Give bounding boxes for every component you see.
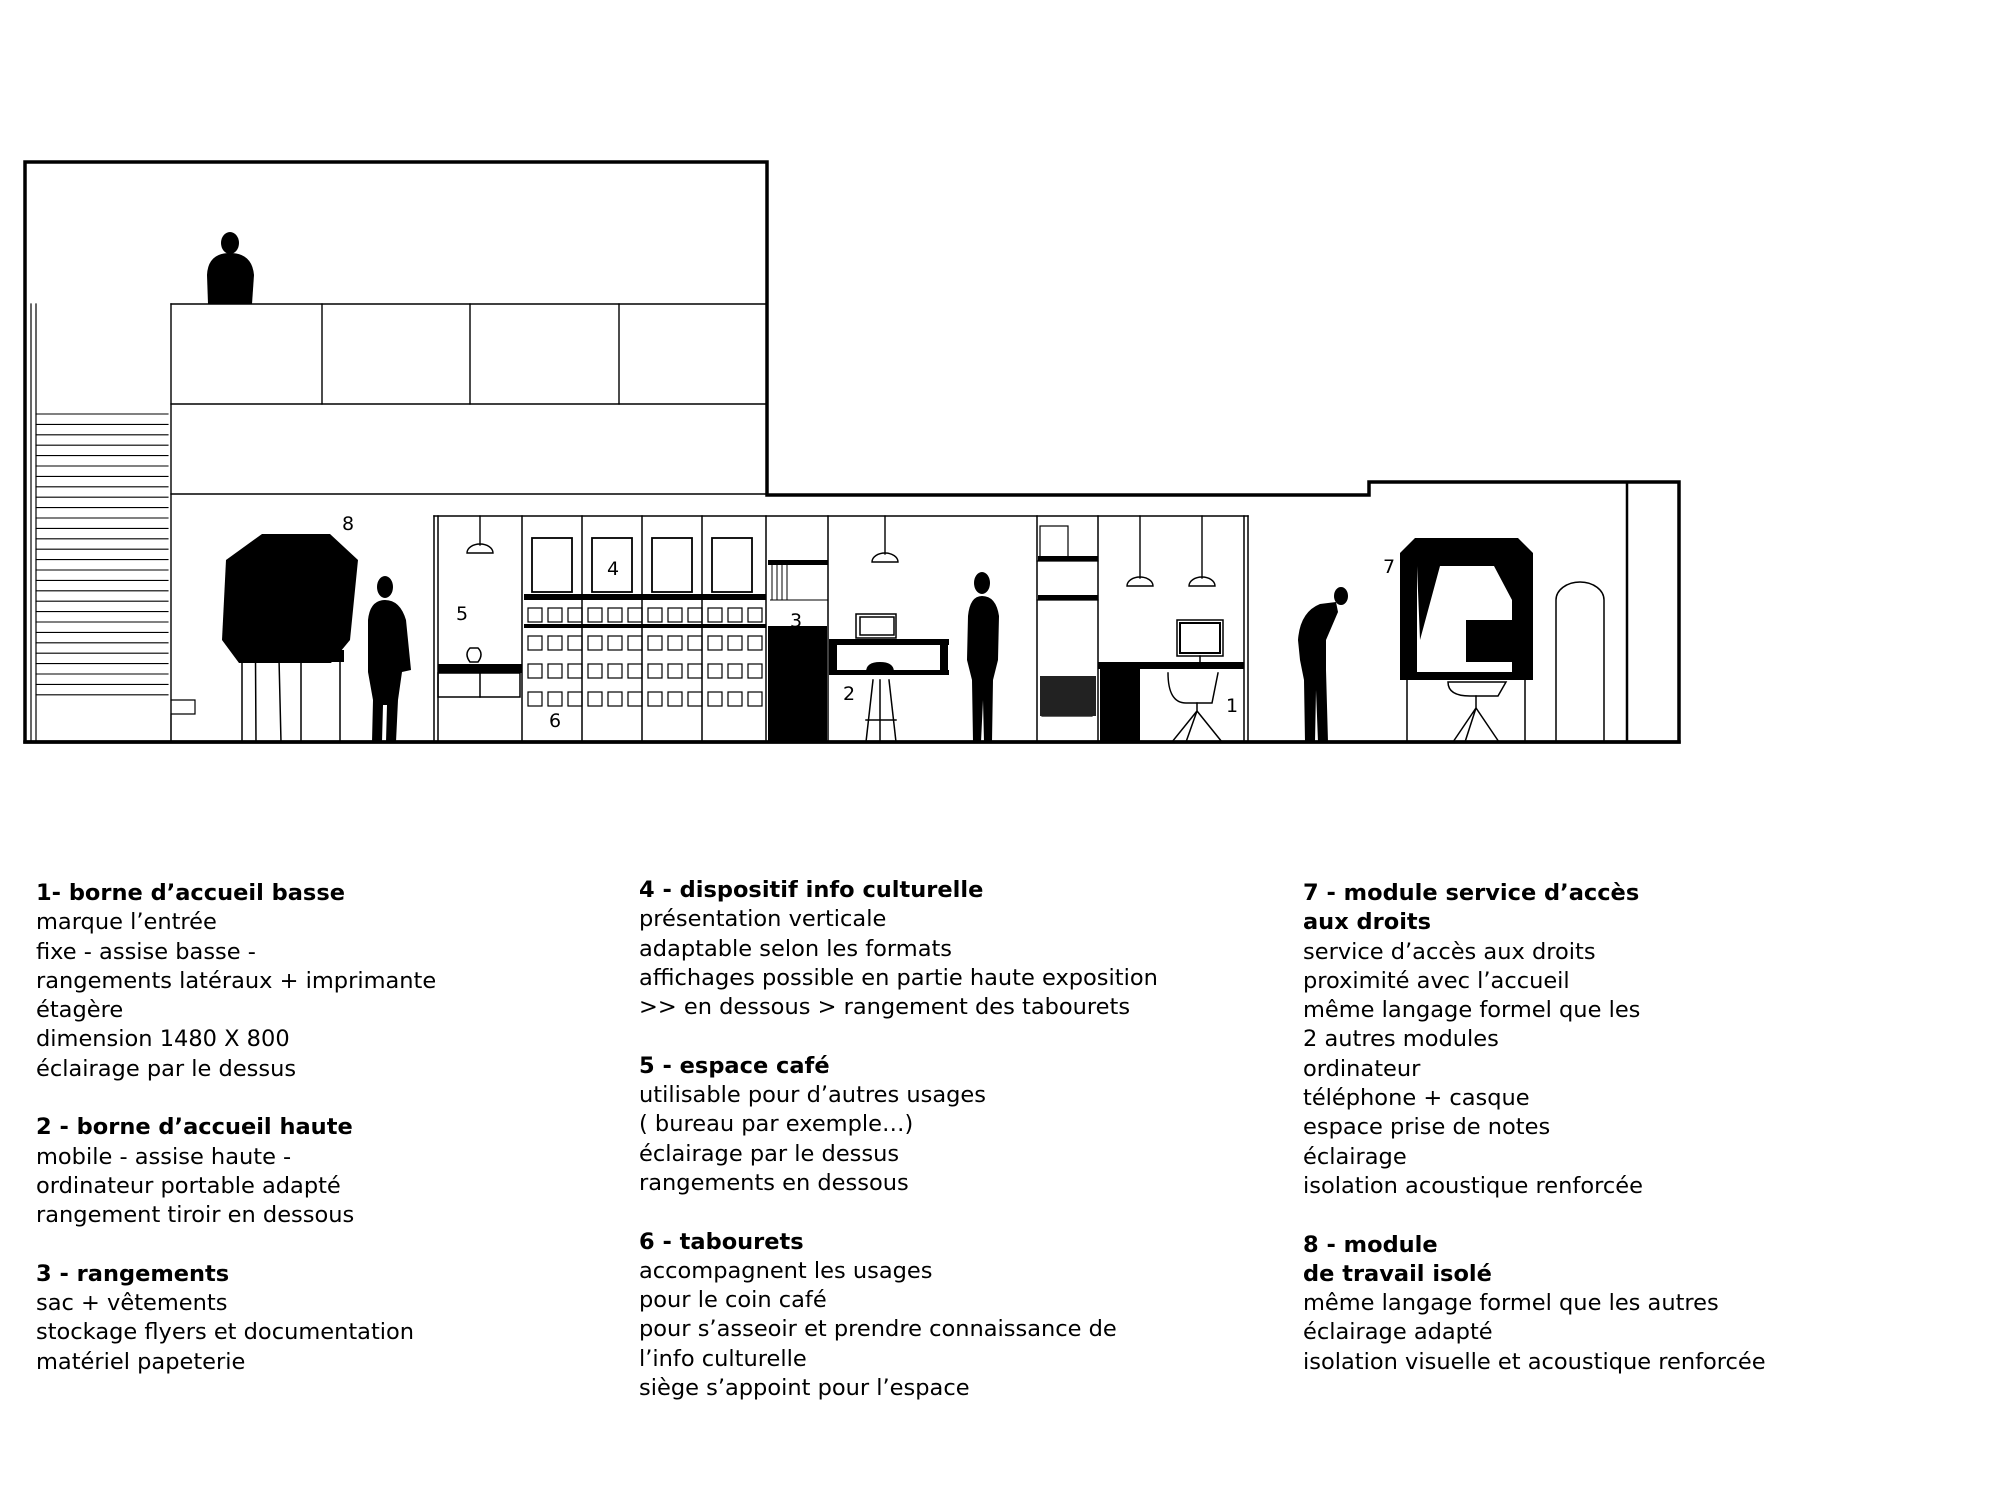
legend-item-line: espace prise de notes (1303, 1114, 1551, 1141)
legend-item-line: marque l’entrée (36, 909, 217, 936)
legend-item (1303, 1231, 1766, 1377)
legend-column (36, 879, 436, 1406)
stool-shape (748, 636, 762, 650)
legend-item-title: de travail isolé (1303, 1260, 1492, 1287)
legend-item-line: adaptable selon les formats (639, 935, 953, 962)
display-shelf-bottom (524, 624, 766, 628)
legend-item-line: téléphone + casque (1303, 1085, 1530, 1112)
legend-item-line: éclairage adapté (1303, 1319, 1493, 1346)
borne-haute-stool-seat (866, 662, 894, 672)
legend-item-line: >> en dessous > rangement des tabourets (639, 994, 1131, 1021)
legend-item (639, 1228, 1158, 1404)
legend-item-line: dimension 1480 X 800 (36, 1026, 290, 1053)
stool-shape (628, 636, 642, 650)
person-leaning (1298, 587, 1348, 742)
legend-item-line: proximité avec l’accueil (1303, 967, 1570, 994)
stool-shape (588, 636, 602, 650)
stool-storage (528, 608, 762, 706)
legend-item-title: 8 - module (1303, 1231, 1438, 1258)
diagram-labels (342, 513, 1395, 732)
stool-shape (588, 608, 602, 622)
stool-shape (728, 692, 742, 706)
stair-treads (36, 414, 168, 695)
stool-shape (668, 636, 682, 650)
legend-item-line: pour s’asseoir et prendre connaissance de (639, 1316, 1117, 1343)
stool-shape (708, 608, 722, 622)
stool-shape (588, 664, 602, 678)
borne-haute-desk (856, 614, 896, 742)
legend-item-line: mobile - assise haute - (36, 1143, 292, 1170)
legend-item-line: rangements en dessous (639, 1169, 909, 1196)
module-8-seat (302, 650, 344, 662)
legend-item-line: accompagnent les usages (639, 1257, 933, 1284)
legend-item-line: fixe - assise basse - (36, 938, 256, 965)
legend-item-title: 4 - dispositif info culturelle (639, 877, 984, 903)
label-3: 3 (790, 610, 803, 632)
legend-item-title: 5 - espace café (639, 1052, 830, 1079)
stool-shape (608, 636, 622, 650)
stool-shape (608, 692, 622, 706)
stool-shape (528, 692, 542, 706)
arched-door (1556, 582, 1604, 742)
legend-item-line: sac + vêtements (36, 1290, 228, 1317)
legend-item (36, 1260, 436, 1377)
legend-item (36, 1113, 436, 1230)
legend-item-title: aux droits (1303, 909, 1432, 936)
label-2: 2 (843, 683, 856, 705)
stool-shape (528, 608, 542, 622)
stool-shape (568, 608, 582, 622)
label-6: 6 (549, 710, 562, 732)
legend-item (639, 876, 1158, 1022)
stool-shape (748, 608, 762, 622)
stool-shape (688, 664, 702, 678)
legend-item-line: matériel papeterie (36, 1348, 246, 1375)
stool-shape (688, 608, 702, 622)
borne-haute-top (829, 639, 949, 645)
legend-item-line: isolation visuelle et acoustique renforcée (1303, 1348, 1766, 1375)
rangements-top-shelf (768, 560, 828, 565)
stool-shape (668, 664, 682, 678)
legend-item-line: pour le coin café (639, 1287, 827, 1314)
legend-item-line: éclairage (1303, 1143, 1407, 1170)
stool-shape (548, 664, 562, 678)
printer (1040, 676, 1096, 716)
stool-shape (728, 608, 742, 622)
legend-item-line: ( bureau par exemple…) (639, 1111, 914, 1138)
side-shelf-black (1038, 595, 1098, 600)
legend-column (1303, 879, 1766, 1406)
pendant-lamps (467, 516, 1215, 586)
stool-shape (568, 692, 582, 706)
stool-shape (708, 636, 722, 650)
stool-shape (648, 608, 662, 622)
stool-shape (648, 664, 662, 678)
stool-shape (548, 692, 562, 706)
cafe-counter-top (438, 664, 522, 673)
legend-item-title: 2 - borne d’accueil haute (36, 1114, 353, 1141)
label-7: 7 (1383, 556, 1396, 578)
stool-shape (588, 692, 602, 706)
legend-item-line: rangement tiroir en dessous (36, 1202, 355, 1229)
stool-shape (708, 664, 722, 678)
stool-shape (668, 608, 682, 622)
rangements-column (768, 626, 827, 742)
monitor-borne-basse (1180, 623, 1220, 653)
label-8: 8 (342, 513, 355, 535)
stool-shape (568, 636, 582, 650)
legend-item-line: ordinateur (1303, 1055, 1421, 1082)
legend-item (1303, 879, 1766, 1201)
legend-item-line: rangements latéraux + imprimante (36, 967, 437, 994)
stool-shape (628, 692, 642, 706)
legend-item-line: 2 autres modules (1303, 1026, 1499, 1053)
stool-shape (608, 664, 622, 678)
stool-shape (648, 636, 662, 650)
label-5: 5 (456, 603, 469, 625)
legend-item-line: utilisable pour d’autres usages (639, 1082, 986, 1109)
legend-item-line: ordinateur portable adapté (36, 1172, 341, 1199)
borne-basse-desk (1168, 620, 1223, 742)
stool-shape (628, 608, 642, 622)
stool-shape (668, 692, 682, 706)
side-shelf-black-2 (1038, 556, 1098, 561)
stool-shape (728, 636, 742, 650)
mezzanine (171, 304, 767, 742)
stool-shape (748, 692, 762, 706)
legend-item-line: même langage formel que les (1303, 997, 1641, 1024)
display-shelf-top (524, 594, 766, 600)
stool-shape (648, 692, 662, 706)
legend-item-line: stockage flyers et documentation (36, 1319, 415, 1346)
module-8-pod (222, 534, 358, 663)
legend-item-line: l’info culturelle (639, 1345, 807, 1372)
legend-item (639, 1052, 1158, 1198)
person-mezzanine (207, 232, 254, 304)
legend-item-line: éclairage par le dessus (36, 1055, 297, 1082)
module-7-screen (1466, 620, 1514, 662)
stool-shape (688, 692, 702, 706)
stool-shape (748, 664, 762, 678)
borne-basse-top (1098, 662, 1244, 669)
stool-shape (548, 636, 562, 650)
legend-item (36, 879, 436, 1084)
label-1: 1 (1226, 695, 1239, 717)
stool-shape (708, 692, 722, 706)
legend-item-line: présentation verticale (639, 906, 887, 933)
person-standing-left (368, 576, 411, 742)
legend-column (639, 876, 1158, 1433)
stool-shape (528, 636, 542, 650)
stool-shape (628, 664, 642, 678)
person-standing-center (967, 572, 999, 742)
books-rangements (770, 565, 828, 600)
laptop-borne-haute (860, 617, 894, 635)
stool-shape (608, 608, 622, 622)
borne-basse-drawers (1100, 669, 1140, 742)
legend-item-title: 7 - module service d’accès (1303, 880, 1640, 906)
legend-item-line: isolation acoustique renforcée (1303, 1172, 1643, 1199)
stool-shape (528, 664, 542, 678)
legend-item-line: affichages possible en partie haute exposition (639, 964, 1158, 991)
legend-item-title: 3 - rangements (36, 1260, 230, 1287)
label-4: 4 (607, 558, 620, 580)
legend-item-line: siège s’appoint pour l’espace (639, 1375, 970, 1402)
legend-item-line: éclairage par le dessus (639, 1140, 900, 1167)
legend-item-title: 6 - tabourets (639, 1228, 804, 1255)
legend-item-line: service d’accès aux droits (1303, 938, 1596, 965)
legend-item-line: même langage formel que les autres (1303, 1290, 1719, 1317)
stool-shape (688, 636, 702, 650)
legend-item-line: étagère (36, 997, 124, 1024)
stool-shape (728, 664, 742, 678)
legend-item-title: 1- borne d’accueil basse (36, 880, 345, 906)
stool-shape (568, 664, 582, 678)
stool-shape (548, 608, 562, 622)
